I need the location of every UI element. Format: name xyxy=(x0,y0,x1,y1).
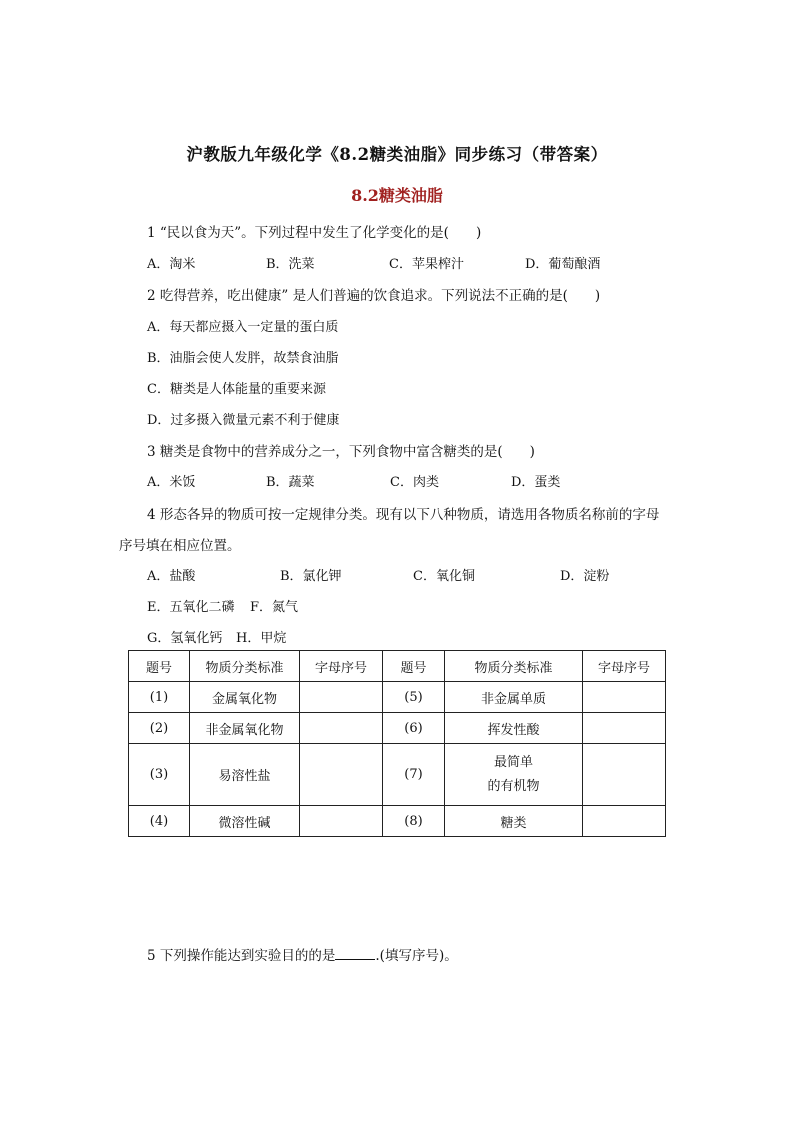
header-cell: 字母序号 xyxy=(300,651,383,682)
question-5-text-after: .(填写序号)。 xyxy=(375,948,458,964)
question-1-option-c: C．苹果榨汁 xyxy=(389,257,464,272)
question-2-stem: 2 吃得营养，吃出健康” 是人们普遍的饮食追求。下列说法不正确的是( ) xyxy=(147,288,601,304)
table-cell: (4) xyxy=(129,806,190,837)
table-cell: (5) xyxy=(383,682,445,713)
header-cell: 题号 xyxy=(383,651,445,682)
table-cell: 糖类 xyxy=(445,806,583,837)
question-1-option-a: A．淘米 xyxy=(147,257,196,272)
header-cell: 题号 xyxy=(129,651,190,682)
question-4-option-a: A．盐酸 xyxy=(147,569,196,584)
table-cell: (6) xyxy=(383,713,445,744)
question-3-stem: 3 糖类是食物中的营养成分之一，下列食物中富含糖类的是( ) xyxy=(147,444,535,460)
question-3-option-a: A．米饭 xyxy=(147,475,196,490)
table-cell: (2) xyxy=(129,713,190,744)
answer-cell[interactable] xyxy=(583,682,666,713)
answer-blank[interactable] xyxy=(335,947,375,960)
table-header-row xyxy=(129,651,666,682)
table-cell: (1) xyxy=(129,682,190,713)
question-2-option-b: B．油脂会使人发胖，故禁食油脂 xyxy=(147,351,339,366)
question-3-option-d: D．蛋类 xyxy=(511,475,561,490)
cell-line: 的有机物 xyxy=(487,778,540,794)
table-cell-multiline xyxy=(445,744,583,806)
question-4-option-g: G．氢氧化钙 xyxy=(147,631,223,646)
table-cell: 易溶性盐 xyxy=(190,744,300,806)
answer-cell[interactable] xyxy=(583,744,666,806)
question-4-stem-line1: 4 形态各异的物质可按一定规律分类。现有以下八种物质，请选用各物质名称前的字母 xyxy=(147,507,660,523)
answer-cell[interactable] xyxy=(583,806,666,837)
table-row xyxy=(129,713,666,744)
answer-cell[interactable] xyxy=(300,806,383,837)
table-cell: (7) xyxy=(383,744,445,806)
question-4-option-f: F．氮气 xyxy=(250,600,299,615)
table-cell: 金属氧化物 xyxy=(190,682,300,713)
table-cell: 挥发性酸 xyxy=(445,713,583,744)
question-4-option-e: E．五氧化二磷 xyxy=(147,600,235,615)
question-2-option-d: D．过多摄入微量元素不利于健康 xyxy=(147,413,340,428)
header-cell: 物质分类标准 xyxy=(445,651,583,682)
table-cell: (3) xyxy=(129,744,190,806)
question-5-text-before: 5 下列操作能达到实验目的的是 xyxy=(147,948,336,964)
header-cell: 物质分类标准 xyxy=(190,651,300,682)
header-cell: 字母序号 xyxy=(583,651,666,682)
table-row xyxy=(129,682,666,713)
question-4-option-b: B．氯化钾 xyxy=(280,569,342,584)
answer-cell[interactable] xyxy=(300,744,383,806)
answer-cell[interactable] xyxy=(300,713,383,744)
table-cell: 非金属氧化物 xyxy=(190,713,300,744)
question-4-option-c: C．氧化铜 xyxy=(413,569,475,584)
answer-cell[interactable] xyxy=(583,713,666,744)
table-cell: 非金属单质 xyxy=(445,682,583,713)
question-4-stem-line2: 序号填在相应位置。 xyxy=(119,538,241,554)
question-4-option-d: D．淀粉 xyxy=(560,569,610,584)
cell-line: 最简单 xyxy=(493,754,533,770)
question-1-option-d: D．葡萄酿酒 xyxy=(525,257,601,272)
document-title: 沪教版九年级化学《8.2糖类油脂》同步练习（带答案） xyxy=(186,145,608,164)
question-5-stem xyxy=(147,944,458,964)
question-4-option-h: H．甲烷 xyxy=(236,631,287,646)
classification-table xyxy=(128,650,666,837)
table-row xyxy=(129,744,666,806)
section-subtitle: 8.2糖类油脂 xyxy=(351,186,443,205)
question-1-option-b: B．洗菜 xyxy=(266,257,315,272)
table-cell: 微溶性碱 xyxy=(190,806,300,837)
question-2-option-a: A．每天都应摄入一定量的蛋白质 xyxy=(147,320,339,335)
question-1-stem: 1 “民以食为天”。下列过程中发生了化学变化的是( ) xyxy=(147,225,482,241)
question-3-option-b: B．蔬菜 xyxy=(266,475,315,490)
table-row xyxy=(129,806,666,837)
question-3-option-c: C．肉类 xyxy=(390,475,439,490)
answer-cell[interactable] xyxy=(300,682,383,713)
question-2-option-c: C．糖类是人体能量的重要来源 xyxy=(147,382,326,397)
table-cell: (8) xyxy=(383,806,445,837)
